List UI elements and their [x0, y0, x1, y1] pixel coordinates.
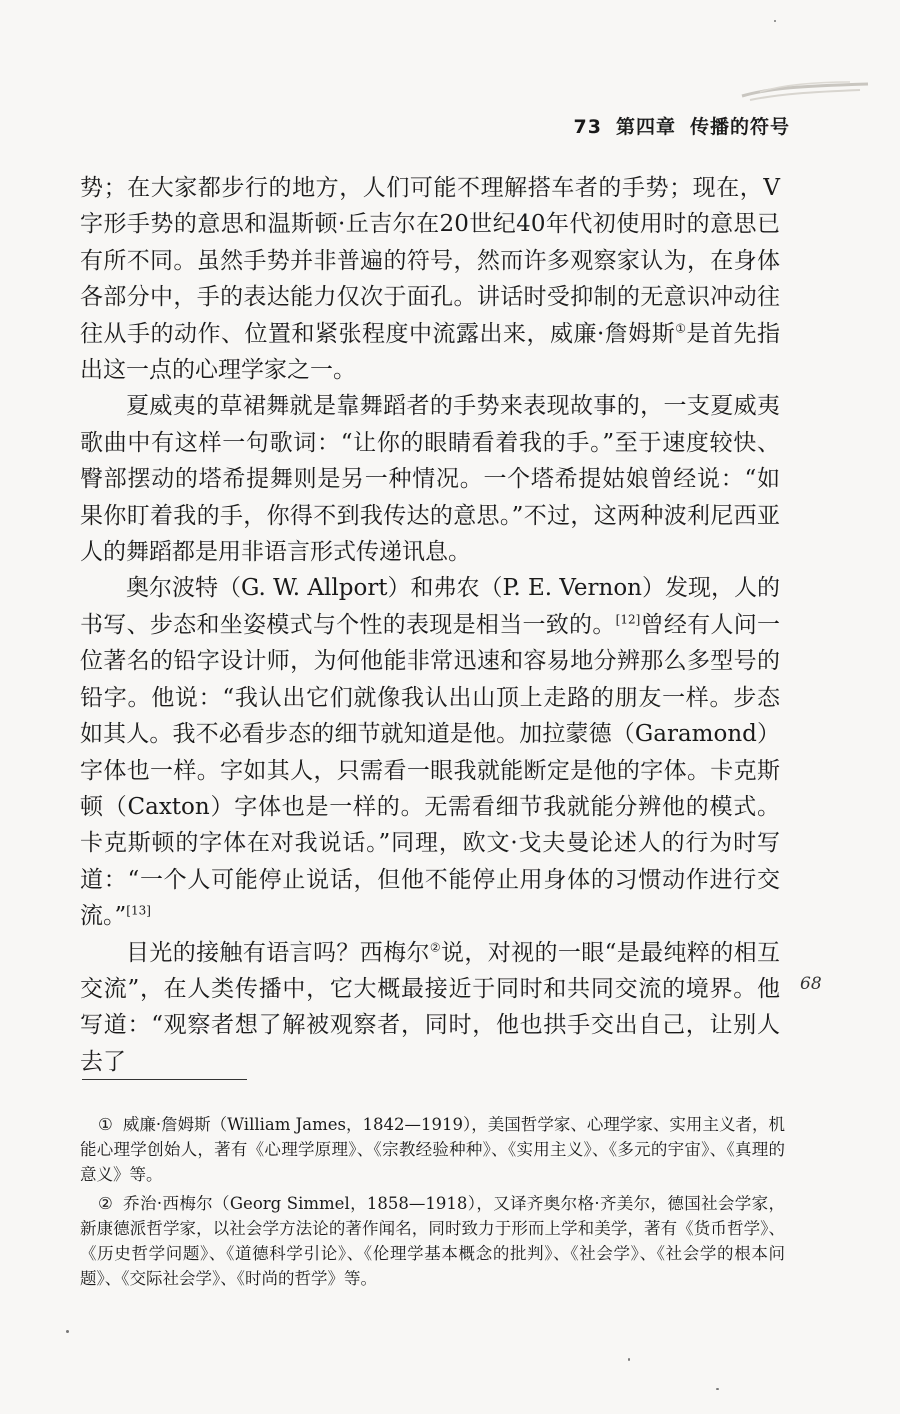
paragraph-2: 夏威夷的草裙舞就是靠舞蹈者的手势来表现故事的，一支夏威夷歌曲中有这样一句歌词：“让你的眼睛看着我的手。”至于速度较快、臀部摆动的塔希提舞则是另一种情况。一个塔希提姑娘曾经说：“如果你盯着我的手，你得不到我传达的意思。”不过，这两种波利尼西亚人的舞蹈都是用非语言形式传递讯息。	[80, 393, 780, 566]
paragraph-4: 目光的接触有语言吗？西梅尔②说，对视的一眼“是最纯粹的相互交流”，在人类传播中，它大概最接近于同时和共同交流的境界。他写道：“观察者想了解被观察者，同时，他也拱手交出自己，让别人去了	[80, 939, 781, 1075]
scan-speck	[628, 1358, 630, 1361]
footnotes	[80, 1112, 785, 1295]
footnote-ref-2: ②	[429, 939, 442, 954]
footnote-mark-2: ②	[98, 1194, 114, 1213]
footnote-2: ② 乔治·西梅尔（Georg Simmel，1858—1918），又译齐奥尔格·齐美尔，德国社会学家，新康德派哲学家，以社会学方法论的著作闻名，同时致力于形而上学和美学，著有《货币哲学》、《历史哲学问题》、《道德科学引论》、《伦理学基本概念的批判》、《社会学》、《社会学的根本问题》、《交际社会学》、《时尚的哲学》等。	[80, 1194, 785, 1288]
scan-speck	[774, 20, 776, 22]
header-ornament-icon	[740, 78, 870, 108]
footnote-divider	[82, 1079, 247, 1080]
page-number: 73	[573, 116, 602, 138]
footnote-mark-1: ①	[98, 1115, 113, 1134]
original-page-number: 68	[800, 974, 822, 994]
body-text	[80, 170, 780, 1080]
scan-speck	[66, 1330, 69, 1333]
citation-ref-12: [12]	[615, 612, 641, 627]
chapter-title: 传播的符号	[689, 116, 790, 138]
scan-speck	[716, 1388, 719, 1390]
paragraph-1: 势；在大家都步行的地方，人们可能不理解搭车者的手势；现在，V字形手势的意思和温斯顿·丘吉尔在20世纪40年代初使用时的意思已有所不同。虽然手势并非普遍的符号，然而许多观察家认为，在身体各部分中，手的表达能力仅次于面孔。讲话时受抑制的无意识冲动往往从手的动作、位置和紧张程度中流露出来，威廉·詹姆斯①是首先指出这一点的心理学家之一。	[80, 175, 781, 384]
citation-ref-13: [13]	[126, 903, 151, 918]
footnote-ref-1: ①	[675, 320, 687, 335]
footnote-1: ① 威廉·詹姆斯（William James，1842—1919），美国哲学家、心理学家、实用主义者，机能心理学创始人，著有《心理学原理》、《宗教经验种种》、《实用主义》、《多元的宇宙》、《真理的意义》等。	[80, 1115, 785, 1184]
running-header	[540, 112, 790, 139]
chapter-label: 第四章	[615, 116, 676, 138]
paragraph-3: 奥尔波特（G. W. Allport）和弗农（P. E. Vernon）发现，人的书写、步态和坐姿模式与个性的表现是相当一致的。[12]曾经有人问一位著名的铅字设计师，为何他能非常迅速和容易地分辨那么多型号的铅字。他说：“我认出它们就像我认出山顶上走路的朋友一样。步态如其人。我不必看步态的细节就知道是他。加拉蒙德（Garamond）字体也一样。字如其人，只需看一眼我就能断定是他的字体。卡克斯顿（Caxton）字体也是一样的。无需看细节我就能分辨他的模式。卡克斯顿的字体在对我说话。”同理，欧文·戈夫曼论述人的行为时写道：“一个人可能停止说话，但他不能停止用身体的习惯动作进行交流。”[13]	[80, 575, 781, 930]
